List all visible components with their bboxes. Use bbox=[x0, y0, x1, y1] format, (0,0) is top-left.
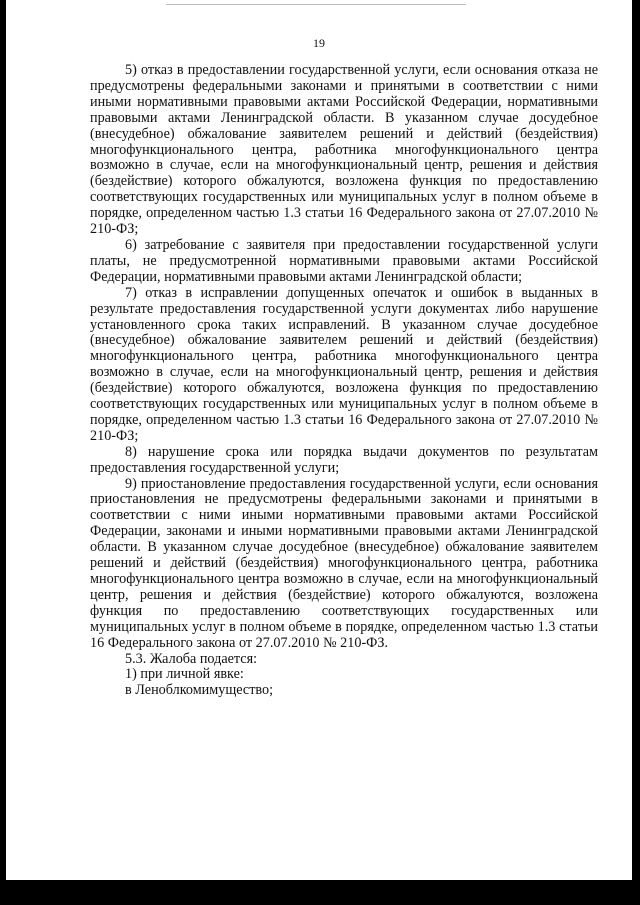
subitem-personal-visit: 1) при личной явке: bbox=[125, 666, 244, 683]
paragraph-item-6: 6) затребование с заявителя при предоставлении государственной услуги платы, не предусмотренной нормативными правовыми актами Российской Федерации, нормативными правовыми актами Ленинградской области; bbox=[90, 236, 598, 285]
paragraph-item-5: 5) отказ в предоставлении государственной услуги, если основания отказа не предусмотрены федеральными законами и принятыми в соответствии с ними иными нормативными правовыми актами Российской Федерации, нормативными правовыми актами Ленинградской области. В указанном случае досудебное (внесудебное) обжалование заявителем решений и действий (бездействия) многофункционального центра, работника многофункционального центра возможно в случае, если на многофункциональный центр, решения и действия (бездействие) которого обжалуются, возложена функция по предоставлению соответствующих государственных или муниципальных услуг в полном объеме в порядке, определенном частью 1.3 статьи 16 Федерального закона от 27.07.2010 № 210-ФЗ; bbox=[90, 62, 598, 238]
document-page bbox=[6, 0, 632, 880]
section-5-3-heading: 5.3. Жалоба подается: bbox=[125, 650, 258, 667]
document-body bbox=[90, 63, 598, 699]
paragraph-item-8: 8) нарушение срока или порядка выдачи документов по результатам предоставления государственной услуги; bbox=[90, 443, 598, 476]
paragraph-item-9: 9) приостановление предоставления государственной услуги, если основания приостановления не предусмотрены федеральными законами и принятыми в соответствии с ними иными нормативными правовыми актами Российской Федерации, законами и иными нормативными правовыми актами Ленинградской области. В указанном случае досудебное (внесудебное) обжалование заявителем решений и действий (бездействия) многофункционального центра, работника многофункционального центра возможно в случае, если на многофункциональный центр, решения и действия (бездействие) которого обжалуются, возложена функция по предоставлению соответствующих государственных или муниципальных услуг в полном объеме в порядке, определенном частью 1.3 статьи 16 Федерального закона от 27.07.2010 № 210-ФЗ. bbox=[90, 475, 598, 651]
page-number: 19 bbox=[313, 36, 325, 50]
paragraph-item-7: 7) отказ в исправлении допущенных опечаток и ошибок в выданных в результате предоставления государственной услуги документах либо нарушение установленного срока таких исправлений. В указанном случае досудебное (внесудебное) обжалование заявителем решений и действий (бездействия) многофункционального центра, работника многофункционального центра возможно в случае, если на многофункциональный центр, решения и действия (бездействие) которого обжалуются, возложена функция по предоставлению соответствующих государственных или муниципальных услуг в полном объеме в порядке, определенном частью 1.3 статьи 16 Федерального закона от 27.07.2010 № 210-ФЗ; bbox=[90, 284, 598, 444]
subitem-lenoblkomimushchestvo: в Леноблкомимущество; bbox=[125, 682, 274, 699]
top-rule bbox=[166, 4, 466, 5]
